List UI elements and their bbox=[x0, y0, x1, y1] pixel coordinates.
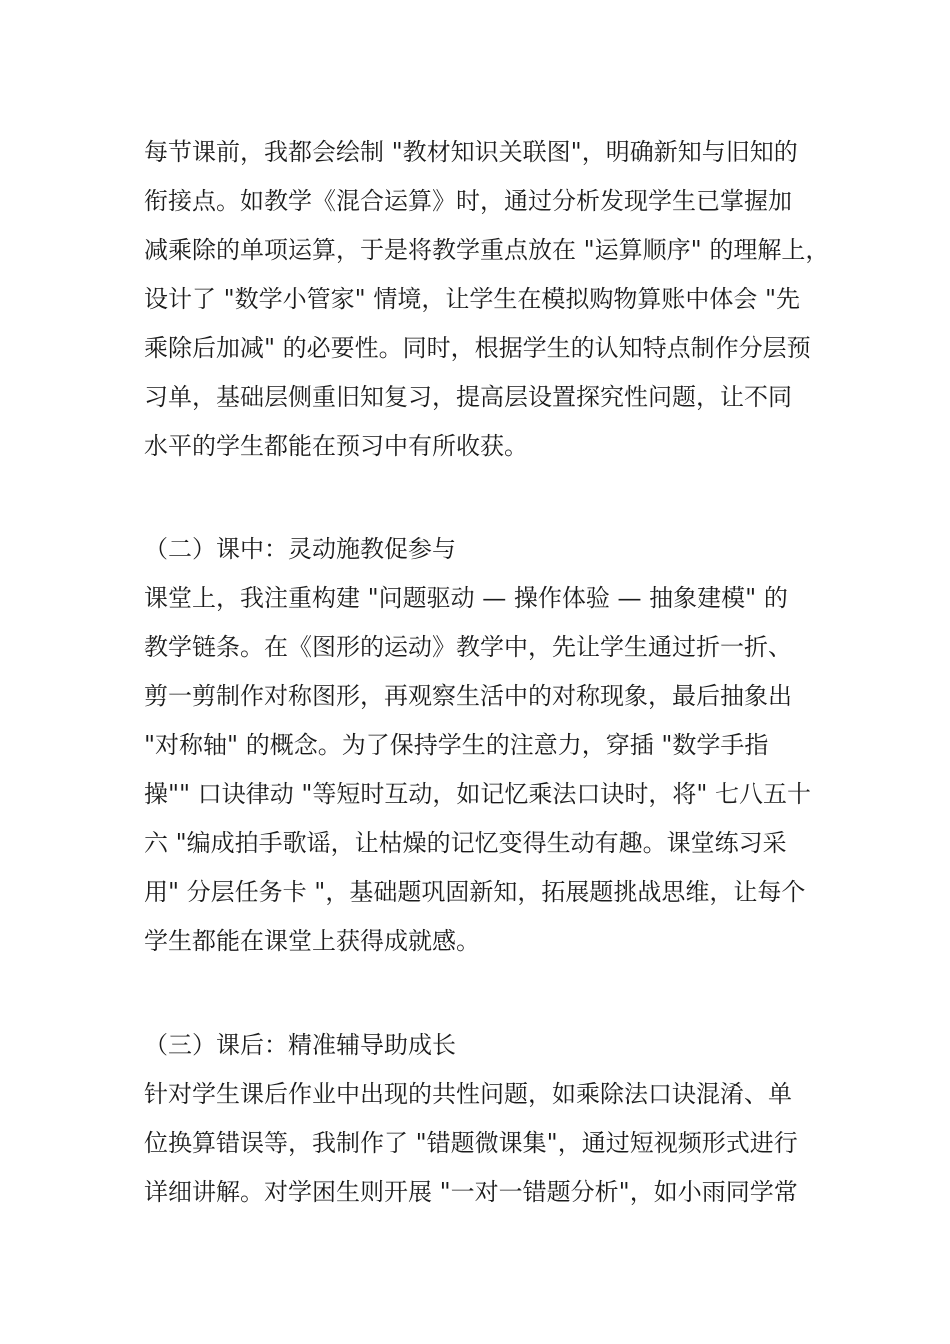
paragraph-1-line-6: 习单，基础层侧重旧知复习，提高层设置探究性问题，让不同 bbox=[144, 383, 792, 411]
paragraph-2-line-6: 六 "编成拍手歌谣，让枯燥的记忆变得生动有趣。课堂练习采 bbox=[144, 829, 787, 857]
paragraph-1-line-1: 每节课前，我都会绘制 "教材知识关联图"，明确新知与旧知的 bbox=[144, 138, 798, 166]
paragraph-1-line-2: 衔接点。如教学《混合运算》时，通过分析发现学生已掌握加 bbox=[144, 187, 792, 215]
paragraph-3-line-1: 针对学生课后作业中出现的共性问题，如乘除法口诀混淆、单 bbox=[144, 1080, 792, 1108]
section-heading-3: （三）课后：精准辅导助成长 bbox=[144, 1031, 456, 1059]
paragraph-3-line-3: 详细讲解。对学困生则开展 "一对一错题分析"，如小雨同学常 bbox=[144, 1178, 798, 1206]
paragraph-2-line-1: 课堂上，我注重构建 "问题驱动 — 操作体验 — 抽象建模" 的 bbox=[144, 584, 788, 612]
paragraph-1-line-5: 乘除后加减" 的必要性。同时，根据学生的认知特点制作分层预 bbox=[144, 334, 811, 362]
paragraph-2-line-2: 教学链条。在《图形的运动》教学中，先让学生通过折一折、 bbox=[144, 633, 792, 661]
paragraph-2-line-5: 操"" 口诀律动 "等短时互动，如记忆乘法口诀时，将" 七八五十 bbox=[144, 780, 812, 808]
section-heading-2: （二）课中：灵动施教促参与 bbox=[144, 535, 456, 563]
paragraph-1-line-7: 水平的学生都能在预习中有所收获。 bbox=[144, 432, 528, 460]
paragraph-1-line-4: 设计了 "数学小管家" 情境，让学生在模拟购物算账中体会 "先 bbox=[144, 285, 801, 313]
paragraph-1-line-3: 减乘除的单项运算，于是将教学重点放在 "运算顺序" 的理解上， bbox=[144, 236, 830, 264]
paragraph-2-line-7: 用" 分层任务卡 "，基础题巩固新知，拓展题挑战思维，让每个 bbox=[144, 878, 806, 906]
paragraph-2-line-8: 学生都能在课堂上获得成就感。 bbox=[144, 927, 480, 955]
paragraph-2-line-3: 剪一剪制作对称图形，再观察生活中的对称现象，最后抽象出 bbox=[144, 682, 792, 710]
paragraph-2-line-4: "对称轴" 的概念。为了保持学生的注意力，穿插 "数学手指 bbox=[144, 731, 769, 759]
paragraph-3-line-2: 位换算错误等，我制作了 "错题微课集"，通过短视频形式进行 bbox=[144, 1129, 798, 1157]
